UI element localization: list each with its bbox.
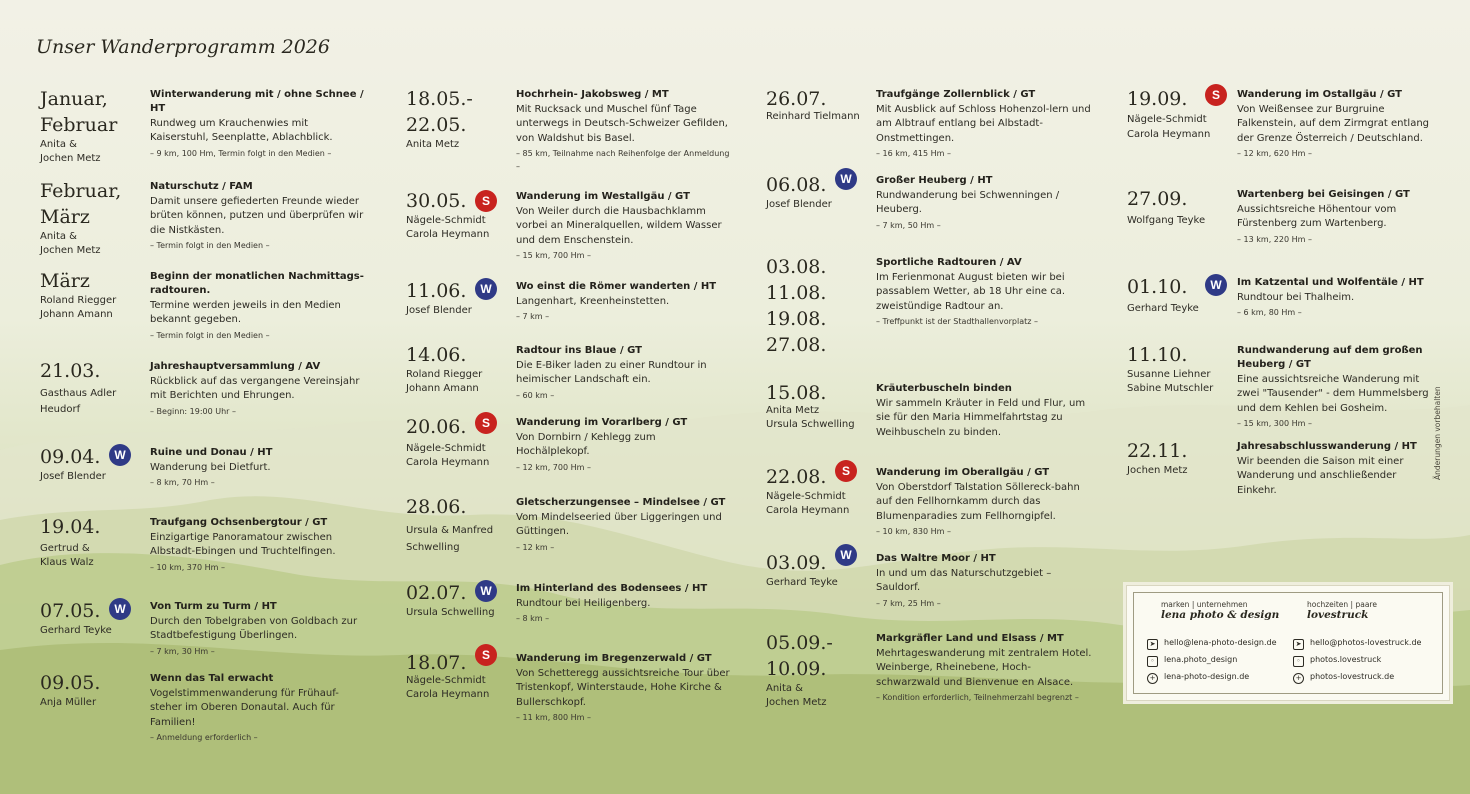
event-text: Mit Rucksack und Muschel fünf Tage unterwegs in Deutsch-Schweizer Gefilden, von Waldshut bis Basel.: [516, 104, 728, 144]
event-leader: Ursula & Manfred Schwelling: [406, 525, 494, 553]
event-leader: Roland Riegger Johann Amann: [406, 369, 483, 394]
event-leader: Ursula Schwelling: [406, 607, 495, 618]
event-date: 11.10.: [1127, 344, 1188, 366]
event-title: Großer Heuberg / HT: [876, 175, 993, 186]
w-badge-icon: W: [475, 580, 497, 602]
event-date: 09.04.: [40, 446, 101, 468]
event-meta: – 12 km –: [516, 542, 555, 552]
contact-instagram-text: lena.photo_design: [1164, 655, 1238, 664]
w-badge-icon: W: [109, 444, 131, 466]
event-title: Traufgänge Zollernblick / GT: [876, 89, 1036, 100]
contact-email[interactable]: [1147, 636, 1277, 653]
event-title: Traufgang Ochsenbergtour / GT: [150, 517, 328, 528]
event-leader: Gerhard Teyke: [40, 625, 112, 636]
event-meta: – Kondition erforderlich, Teilnehmerzahl begrenzt –: [876, 692, 1079, 702]
event-text: Rundtour bei Heiligenberg.: [516, 598, 651, 609]
event-leader: Anita Metz Ursula Schwelling: [766, 405, 855, 430]
event-title: Von Turm zu Turm / HT: [150, 601, 277, 612]
event-meta: – 12 km, 620 Hm –: [1237, 148, 1312, 158]
event-date: 26.07.: [766, 88, 827, 110]
event-title: Wartenberg bei Geisingen / GT: [1237, 189, 1410, 200]
contact-email-text: hello@photos-lovestruck.de: [1310, 638, 1422, 647]
event-leader: Nägele-Schmidt Carola Heymann: [766, 491, 850, 516]
event-title: Hochrhein- Jakobsweg / MT: [516, 89, 669, 100]
event-date: 01.10.: [1127, 276, 1188, 298]
contact-email-text: hello@lena-photo-design.de: [1164, 638, 1277, 647]
contact-box: [1126, 585, 1450, 701]
w-badge-icon: W: [1205, 274, 1227, 296]
s-badge-icon: S: [835, 460, 857, 482]
event-title: Jahreshauptversammlung / AV: [150, 361, 321, 372]
event-text: Eine aussichtsreiche Wanderung mit zwei "Tausender" - dem Hummelsberg und dem Kehlen bei Gosheim.: [1237, 374, 1429, 414]
brand-left-name: lena photo & design: [1161, 609, 1280, 621]
event-date: 20.06.: [406, 416, 467, 438]
event-meta: – 7 km, 25 Hm –: [876, 598, 941, 608]
event-date: 06.08.: [766, 174, 827, 196]
event-date: Februar, März: [40, 180, 122, 228]
s-badge-icon: S: [1205, 84, 1227, 106]
event-date: 18.07.: [406, 652, 467, 674]
event-date: 02.07.: [406, 582, 467, 604]
brand-left-tagline: marken | unternehmen: [1161, 600, 1248, 609]
event-meta: – 16 km, 415 Hm –: [876, 148, 951, 158]
event-meta: – 7 km –: [516, 312, 550, 322]
event-date: 18.05.- 22.05.: [406, 88, 473, 136]
event-text: Rundwanderung bei Schwenningen / Heuberg.: [876, 190, 1060, 216]
event-text: In und um das Naturschutzgebiet – Sauldorf.: [876, 568, 1052, 594]
event-title: Sportliche Radtouren / AV: [876, 257, 1022, 268]
event-date: 14.06.: [406, 344, 467, 366]
event-date: 11.06.: [406, 280, 467, 302]
event-date: 09.05.: [40, 672, 101, 694]
contact-email[interactable]: [1293, 636, 1421, 653]
event-text: Von Schetteregg aussichtsreiche Tour über Tristenkopf, Winterstaude, Hohe Kirche & Bullerschkopf.: [516, 668, 730, 708]
contact-website[interactable]: [1293, 670, 1421, 687]
event-title: Wo einst die Römer wanderten / HT: [516, 281, 717, 292]
event-title: Jahresabschlusswanderung / HT: [1237, 441, 1417, 452]
contact-website-text: photos-lovestruck.de: [1310, 672, 1395, 681]
event-title: Im Hinterland des Bodensees / HT: [516, 583, 708, 594]
s-badge-icon: S: [475, 412, 497, 434]
contact-website[interactable]: [1147, 670, 1277, 687]
event-text: Mehrtageswanderung mit zentralem Hotel. Weinberge, Rheinebene, Hoch-schwarzwald und Bienvenue en Alsace.: [876, 648, 1092, 688]
event-text: Mit Ausblick auf Schloss Hohenzol-lern und am Albtrauf entlang bei Albstadt-Onstmettingen.: [876, 104, 1091, 144]
event-date: 22.11.: [1127, 440, 1188, 462]
event-date: 30.05.: [406, 190, 467, 212]
event-text: Termine werden jeweils in den Medien bekannt gegeben.: [150, 300, 341, 326]
event-meta: – 12 km, 700 Hm –: [516, 462, 591, 472]
event-title: Beginn der monatlichen Nachmittags- radtouren.: [150, 271, 364, 296]
event-title: Wanderung im Oberallgäu / GT: [876, 467, 1050, 478]
event-title: Radtour ins Blaue / GT: [516, 345, 642, 356]
event-leader: Jochen Metz: [1127, 465, 1188, 476]
w-badge-icon: W: [109, 598, 131, 620]
event-text: Von Oberstdorf Talstation Söllereck-bahn auf den Fellhornkamm durch das Blumenparadies zum Fellhorngipfel.: [876, 482, 1080, 522]
event-leader: Anita & Jochen Metz: [40, 231, 101, 256]
event-meta: – Anmeldung erforderlich –: [150, 732, 258, 742]
brand-left: [1161, 600, 1279, 621]
event-text: Vom Mindelseeried über Liggeringen und Güttingen.: [516, 512, 722, 538]
event-title: Winterwanderung mit / ohne Schnee / HT: [150, 89, 364, 114]
event-leader: Nägele-Schmidt Carola Heymann: [1127, 114, 1211, 140]
event-meta: – 8 km, 70 Hm –: [150, 478, 215, 488]
event-leader: Gertrud & Klaus Walz: [40, 543, 94, 568]
event-text: Wanderung bei Dietfurt.: [150, 462, 271, 473]
event-meta: – 85 km, Teilnahme nach Reihenfolge der Anmeldung –: [516, 148, 730, 171]
event-meta: – 8 km –: [516, 614, 550, 624]
brand-right: [1307, 600, 1377, 621]
event-leader: Anita Metz: [406, 139, 460, 150]
event-leader: Anita & Jochen Metz: [40, 139, 101, 164]
contact-website-text: lena-photo-design.de: [1164, 672, 1250, 681]
event-leader: Nägele-Schmidt Carola Heymann: [406, 675, 490, 700]
event-meta: – Treffpunkt ist der Stadthallenvorplatz –: [876, 316, 1038, 326]
event-title: Gletscherzungensee – Mindelsee / GT: [516, 497, 726, 508]
page-title: Unser Wanderprogramm 2026: [36, 36, 330, 58]
event-title: Rundwanderung auf dem großen Heuberg / GT: [1237, 345, 1423, 370]
event-title: Wanderung im Ostallgäu / GT: [1237, 89, 1402, 100]
w-badge-icon: W: [835, 168, 857, 190]
event-text: Wir beenden die Saison mit einer Wanderung und anschließender Einkehr.: [1237, 456, 1404, 496]
event-meta: – 10 km, 370 Hm –: [150, 562, 225, 572]
event-date: 19.04.: [40, 516, 101, 538]
event-text: Rundtour bei Thalheim.: [1237, 292, 1355, 303]
event-text: Langenhart, Kreenheinstetten.: [516, 296, 670, 307]
contact-instagram-text: photos.lovestruck: [1310, 655, 1382, 664]
event-date: 28.06.: [406, 496, 467, 518]
event-meta: – 7 km, 30 Hm –: [150, 646, 215, 656]
instagram-icon: ◦: [1147, 656, 1158, 667]
side-note: Änderungen vorbehalten: [1433, 386, 1442, 480]
event-text: Von Dornbirn / Kehlegg zum Hochälplekopf.: [516, 432, 656, 458]
event-text: Einzigartige Panoramatour zwischen Albstadt-Ebingen und Truchtelfingen.: [150, 532, 336, 558]
event-title: Markgräfler Land und Elsass / MT: [876, 633, 1064, 644]
event-title: Wenn das Tal erwacht: [150, 673, 274, 684]
send-icon: ➤: [1293, 639, 1304, 650]
event-meta: – 15 km, 700 Hm –: [516, 250, 591, 260]
contact-list-left: [1147, 636, 1277, 687]
event-text: Wir sammeln Kräuter in Feld und Flur, um sie für den Maria Himmelfahrtstag zu Weihbuscheln zu binden.: [876, 398, 1086, 438]
globe-icon: +: [1293, 673, 1304, 684]
contact-list-right: [1293, 636, 1421, 687]
event-meta: – 9 km, 100 Hm, Termin folgt in den Medien –: [150, 148, 332, 158]
event-meta: – Beginn: 19:00 Uhr –: [150, 406, 236, 416]
event-title: Wanderung im Westallgäu / GT: [516, 191, 690, 202]
event-date: 05.09.- 10.09.: [766, 632, 833, 680]
event-leader: Josef Blender: [40, 471, 106, 482]
event-date: 21.03.: [40, 360, 101, 382]
event-text: Von Weiler durch die Hausbachklamm vorbei an Mineralquellen, wildem Wasser und dem Enschenstein.: [516, 206, 722, 246]
event-text: Rückblick auf das vergangene Vereinsjahr mit Berichten und Ehrungen.: [150, 376, 360, 402]
event-leader: Nägele-Schmidt Carola Heymann: [406, 443, 490, 468]
event-date: 15.08.: [766, 382, 827, 404]
event-leader: Anja Müller: [40, 697, 97, 708]
event-leader: Anita & Jochen Metz: [766, 683, 827, 708]
event-date: 19.09.: [1127, 88, 1188, 110]
event-meta: – 11 km, 800 Hm –: [516, 712, 591, 722]
event-date: 27.09.: [1127, 188, 1188, 210]
event-meta: – 13 km, 220 Hm –: [1237, 234, 1312, 244]
event-title: Ruine und Donau / HT: [150, 447, 273, 458]
event-meta: – 7 km, 50 Hm –: [876, 220, 941, 230]
event-leader: Josef Blender: [406, 305, 472, 316]
event-meta: – 6 km, 80 Hm –: [1237, 308, 1302, 318]
event-date: 07.05.: [40, 600, 101, 622]
w-badge-icon: W: [835, 544, 857, 566]
event-title: Wanderung im Vorarlberg / GT: [516, 417, 688, 428]
event-text: Durch den Tobelgraben von Goldbach zur Stadtbefestigung Überlingen.: [150, 616, 358, 642]
event-date: Januar, Februar: [40, 88, 118, 136]
event-leader: Reinhard Tielmann: [766, 111, 860, 122]
event-title: Im Katzental und Wolfentäle / HT: [1237, 277, 1424, 288]
event-leader: Susanne Liehner Sabine Mutschler: [1127, 369, 1214, 394]
event-meta: – 10 km, 830 Hm –: [876, 526, 951, 536]
w-badge-icon: W: [475, 278, 497, 300]
contact-instagram[interactable]: [1293, 653, 1421, 670]
event-meta: – 60 km –: [516, 390, 555, 400]
event-leader: Josef Blender: [766, 199, 832, 210]
instagram-icon: ◦: [1293, 656, 1304, 667]
event-date: 03.08. 11.08. 19.08. 27.08.: [766, 256, 827, 356]
event-date: 03.09.: [766, 552, 827, 574]
event-title: Kräuterbuscheln binden: [876, 383, 1012, 394]
event-title: Naturschutz / FAM: [150, 181, 253, 192]
event-date: 22.08.: [766, 466, 827, 488]
event-meta: – Termin folgt in den Medien –: [150, 330, 270, 340]
event-text: Im Ferienmonat August bieten wir bei passablem Wetter, ab 18 Uhr eine ca. zweistündige Radtour an.: [876, 272, 1066, 312]
event-text: Die E-Biker laden zu einer Rundtour in heimischer Landschaft ein.: [516, 360, 707, 386]
event-leader: Gerhard Teyke: [766, 577, 838, 588]
s-badge-icon: S: [475, 644, 497, 666]
event-text: Damit unsere gefiederten Freunde wieder brüten können, putzen und überprüfen wir die Nistkästen.: [150, 196, 364, 236]
globe-icon: +: [1147, 673, 1158, 684]
brand-right-name: lovestruck: [1307, 609, 1369, 621]
event-leader: Nägele-Schmidt Carola Heymann: [406, 215, 490, 240]
event-meta: – 15 km, 300 Hm –: [1237, 418, 1312, 428]
event-title: Das Waltre Moor / HT: [876, 553, 996, 564]
send-icon: ➤: [1147, 639, 1158, 650]
event-leader: Wolfgang Teyke: [1127, 215, 1206, 226]
event-title: Wanderung im Bregenzerwald / GT: [516, 653, 712, 664]
event-text: Aussichtsreiche Höhentour vom Fürstenberg zum Wartenberg.: [1237, 204, 1397, 230]
brand-right-tagline: hochzeiten | paare: [1307, 600, 1377, 609]
event-leader: Roland Riegger Johann Amann: [40, 295, 117, 320]
event-text: Rundweg um Krauchenwies mit Kaiserstuhl, Seenplatte, Ablachblick.: [150, 118, 333, 144]
s-badge-icon: S: [475, 190, 497, 212]
contact-instagram[interactable]: [1147, 653, 1277, 670]
event-text: Vogelstimmenwanderung für Frühauf-steher im Oberen Donautal. Auch für Familien!: [150, 688, 339, 728]
event-date: März: [40, 270, 90, 292]
event-text: Von Weißensee zur Burgruine Falkenstein, auf dem Zirmgrat entlang der Grenze Österreich / Deutschland.: [1237, 104, 1430, 144]
event-meta: – Termin folgt in den Medien –: [150, 240, 270, 250]
event-leader: Gerhard Teyke: [1127, 303, 1199, 314]
event-leader: Gasthaus Adler Heudorf: [40, 388, 117, 415]
